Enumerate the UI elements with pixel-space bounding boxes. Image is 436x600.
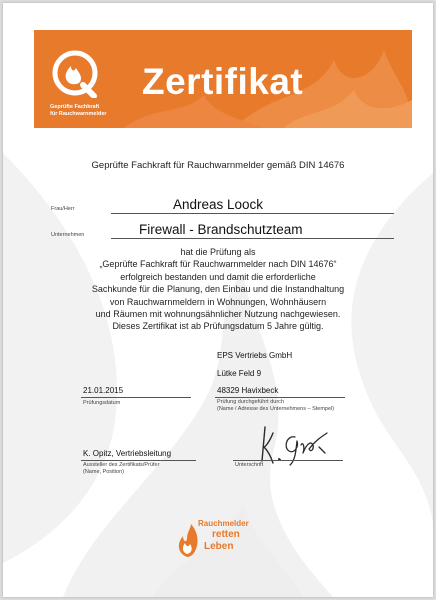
signature-label: Unterschrift — [235, 462, 264, 468]
statement-line: Sachkunde für die Planung, den Einbau und die Instandhaltung — [91, 284, 345, 295]
statement-line: erfolgreich bestanden und damit die erforderliche — [120, 271, 316, 282]
examiner-street: Lütke Feld 9 — [217, 369, 262, 378]
company-value: Firewall - Brandschutzteam — [139, 222, 303, 237]
issuer-value: K. Opitz, Vertriebsleitung — [83, 449, 172, 458]
bottom-logo-line-3: Leben — [204, 541, 234, 552]
bottom-logo-line-1: Rauchmelder — [198, 519, 249, 528]
certificate-page — [3, 3, 433, 597]
rauchmelder-retten-leben-logo — [174, 515, 270, 563]
flame-logo-icon — [174, 523, 200, 559]
exam-date-value: 21.01.2015 — [83, 386, 124, 395]
examiner-label — [217, 399, 334, 413]
statement-line: hat die Prüfung als — [180, 247, 256, 257]
examiner-label-line-2: (Name / Adresse des Unternehmens – Stempel) — [217, 406, 335, 412]
statement-line: Dieses Zertifikat ist ab Prüfungsdatum 5 Jahre gültig. — [112, 321, 324, 332]
examiner-name: EPS Vertriebs GmbH — [217, 351, 293, 360]
person-underline — [111, 213, 394, 214]
person-label: Frau/Herr — [51, 206, 75, 212]
statement-line: „Geprüfte Fachkraft für Rauchwarnmelder nach DIN 14676“ — [99, 259, 337, 270]
examiner-city: 48329 Havixbeck — [217, 386, 279, 395]
issuer-label-line-2: (Name, Position) — [83, 469, 124, 475]
company-label: Unternehmen — [51, 232, 85, 238]
bottom-logo-line-2: retten — [212, 529, 240, 540]
exam-date-label: Prüfungsdatum — [83, 400, 121, 406]
issuer-label-line-1: Aussteller des Zertifikats/Prüfer — [83, 462, 160, 468]
person-value: Andreas Loock — [173, 197, 264, 212]
signature-underline — [233, 460, 343, 461]
header-banner — [34, 30, 412, 128]
q-flame-logo-icon — [50, 48, 100, 98]
statement-line: und Räumen mit wohnungsähnlicher Nutzung nachgewiesen. — [95, 309, 341, 320]
logo-caption-line-2: für Rauchwarnmelder — [50, 111, 107, 117]
exam-date-underline — [81, 397, 191, 398]
examiner-label-line-1: Prüfung durchgeführt durch — [217, 399, 284, 405]
issuer-underline — [81, 460, 196, 461]
certificate-statement — [43, 246, 393, 333]
statement-line: von Rauchwarnmeldern in Wohnungen, Wohnhäusern — [109, 296, 327, 307]
company-underline — [111, 238, 394, 239]
examiner-underline — [215, 397, 345, 398]
certificate-title: Zertifikat — [142, 61, 304, 102]
certificate-subtitle: Geprüfte Fachkraft für Rauchwarnmelder gemäß DIN 14676 — [91, 160, 345, 171]
logo-caption-line-1: Geprüfte Fachkraft — [50, 104, 100, 110]
logo-caption — [50, 104, 130, 118]
issuer-label — [83, 462, 159, 476]
